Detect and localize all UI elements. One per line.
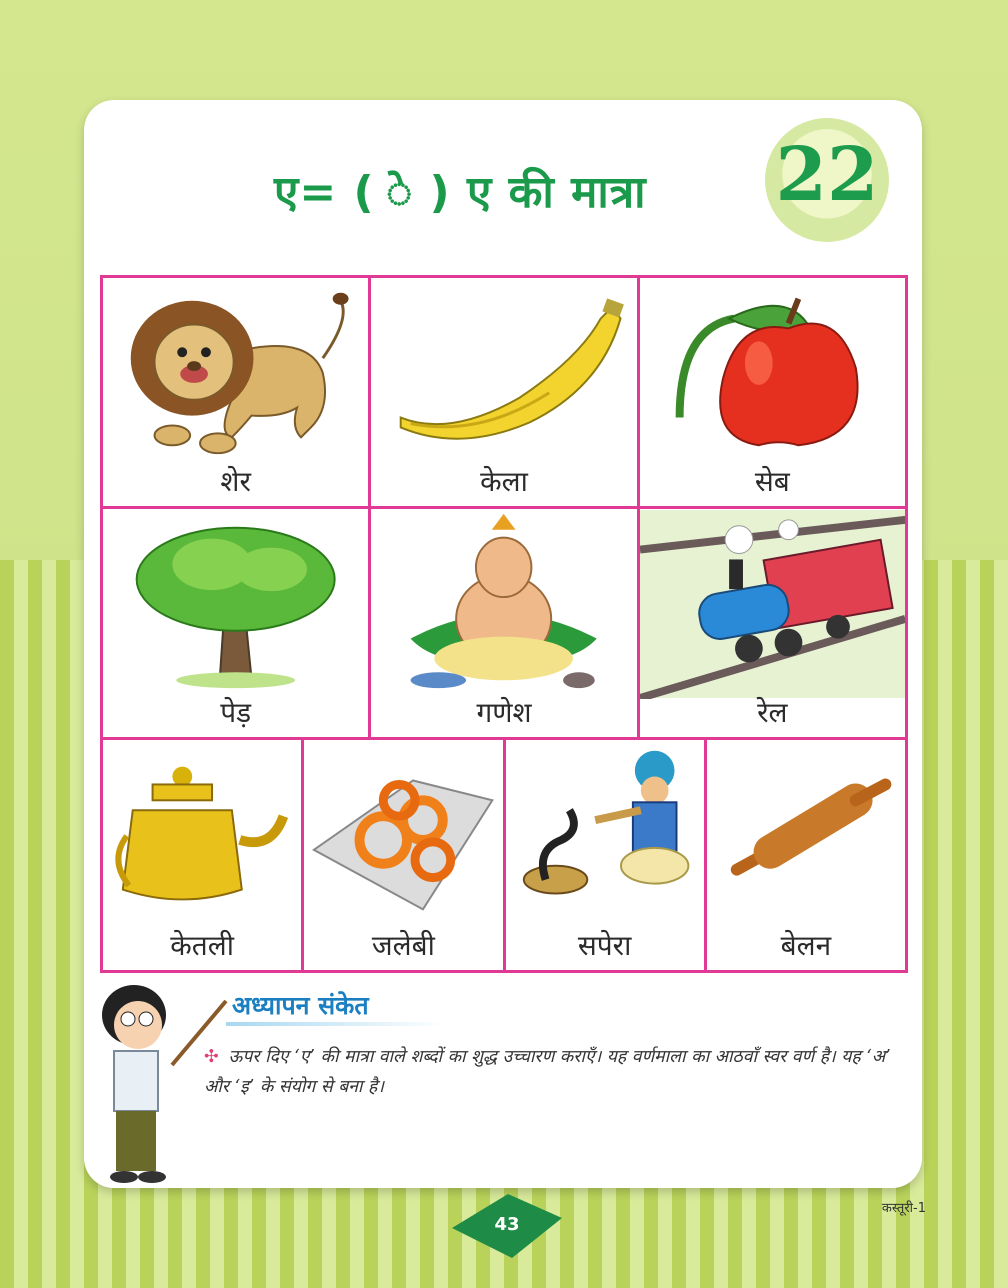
apple-illustration (640, 278, 905, 468)
page-number: 43 (494, 1214, 520, 1235)
picture-card-snake-charmer (506, 740, 707, 970)
ganesha-illustration (371, 509, 636, 699)
lesson-number: 22 (775, 132, 879, 218)
picture-card-apple (640, 278, 905, 506)
snake-charmer-illustration (506, 740, 704, 930)
word-label: शेर (220, 465, 251, 498)
picture-card-lion (103, 278, 371, 506)
heading-underline (226, 1022, 446, 1026)
lesson-number-badge (765, 118, 889, 242)
tree-illustration (103, 509, 368, 699)
bullet-icon: ✣ (204, 1047, 219, 1067)
word-label: केला (480, 465, 528, 498)
word-label: सेब (754, 465, 790, 498)
picture-row-3 (100, 737, 908, 973)
note-body: ऊपर दिए ‘ए’ की मात्रा वाले शब्दों का शुद्ध उच्चारण कराएँ। यह वर्णमाला का आठवाँ स्वर वर्ण है। यह ‘अ’ और ‘इ’ के संयोग से बना है। (204, 1047, 891, 1097)
kettle-illustration (103, 740, 301, 930)
lion-illustration (103, 278, 368, 468)
train-illustration (640, 509, 905, 699)
banana-illustration (371, 278, 636, 468)
word-label: केतली (170, 929, 234, 962)
book-name: कस्तूरी-1 (881, 1201, 926, 1216)
picture-card-train (640, 509, 905, 737)
page-title: ए= ( े ) ए की मात्रा (274, 167, 647, 218)
word-label: बेलन (780, 929, 832, 962)
word-label: गणेश (476, 696, 532, 729)
word-label: सपेरा (577, 929, 632, 962)
picture-row-1 (100, 275, 908, 509)
teacher-note-text (204, 1042, 894, 1102)
picture-card-rolling-pin (707, 740, 905, 970)
picture-row-2 (100, 506, 908, 740)
picture-card-jalebi (304, 740, 505, 970)
rolling-pin-illustration (707, 740, 905, 930)
picture-card-kettle (103, 740, 304, 970)
word-label: पेड़ (220, 696, 252, 729)
jalebi-illustration (304, 740, 502, 930)
picture-card-ganesha (371, 509, 639, 737)
picture-card-banana (371, 278, 639, 506)
picture-card-tree (103, 509, 371, 737)
word-label: जलेबी (371, 929, 435, 962)
word-label: रेल (757, 696, 788, 729)
teacher-note-heading: अध्यापन संकेत (232, 991, 369, 1020)
